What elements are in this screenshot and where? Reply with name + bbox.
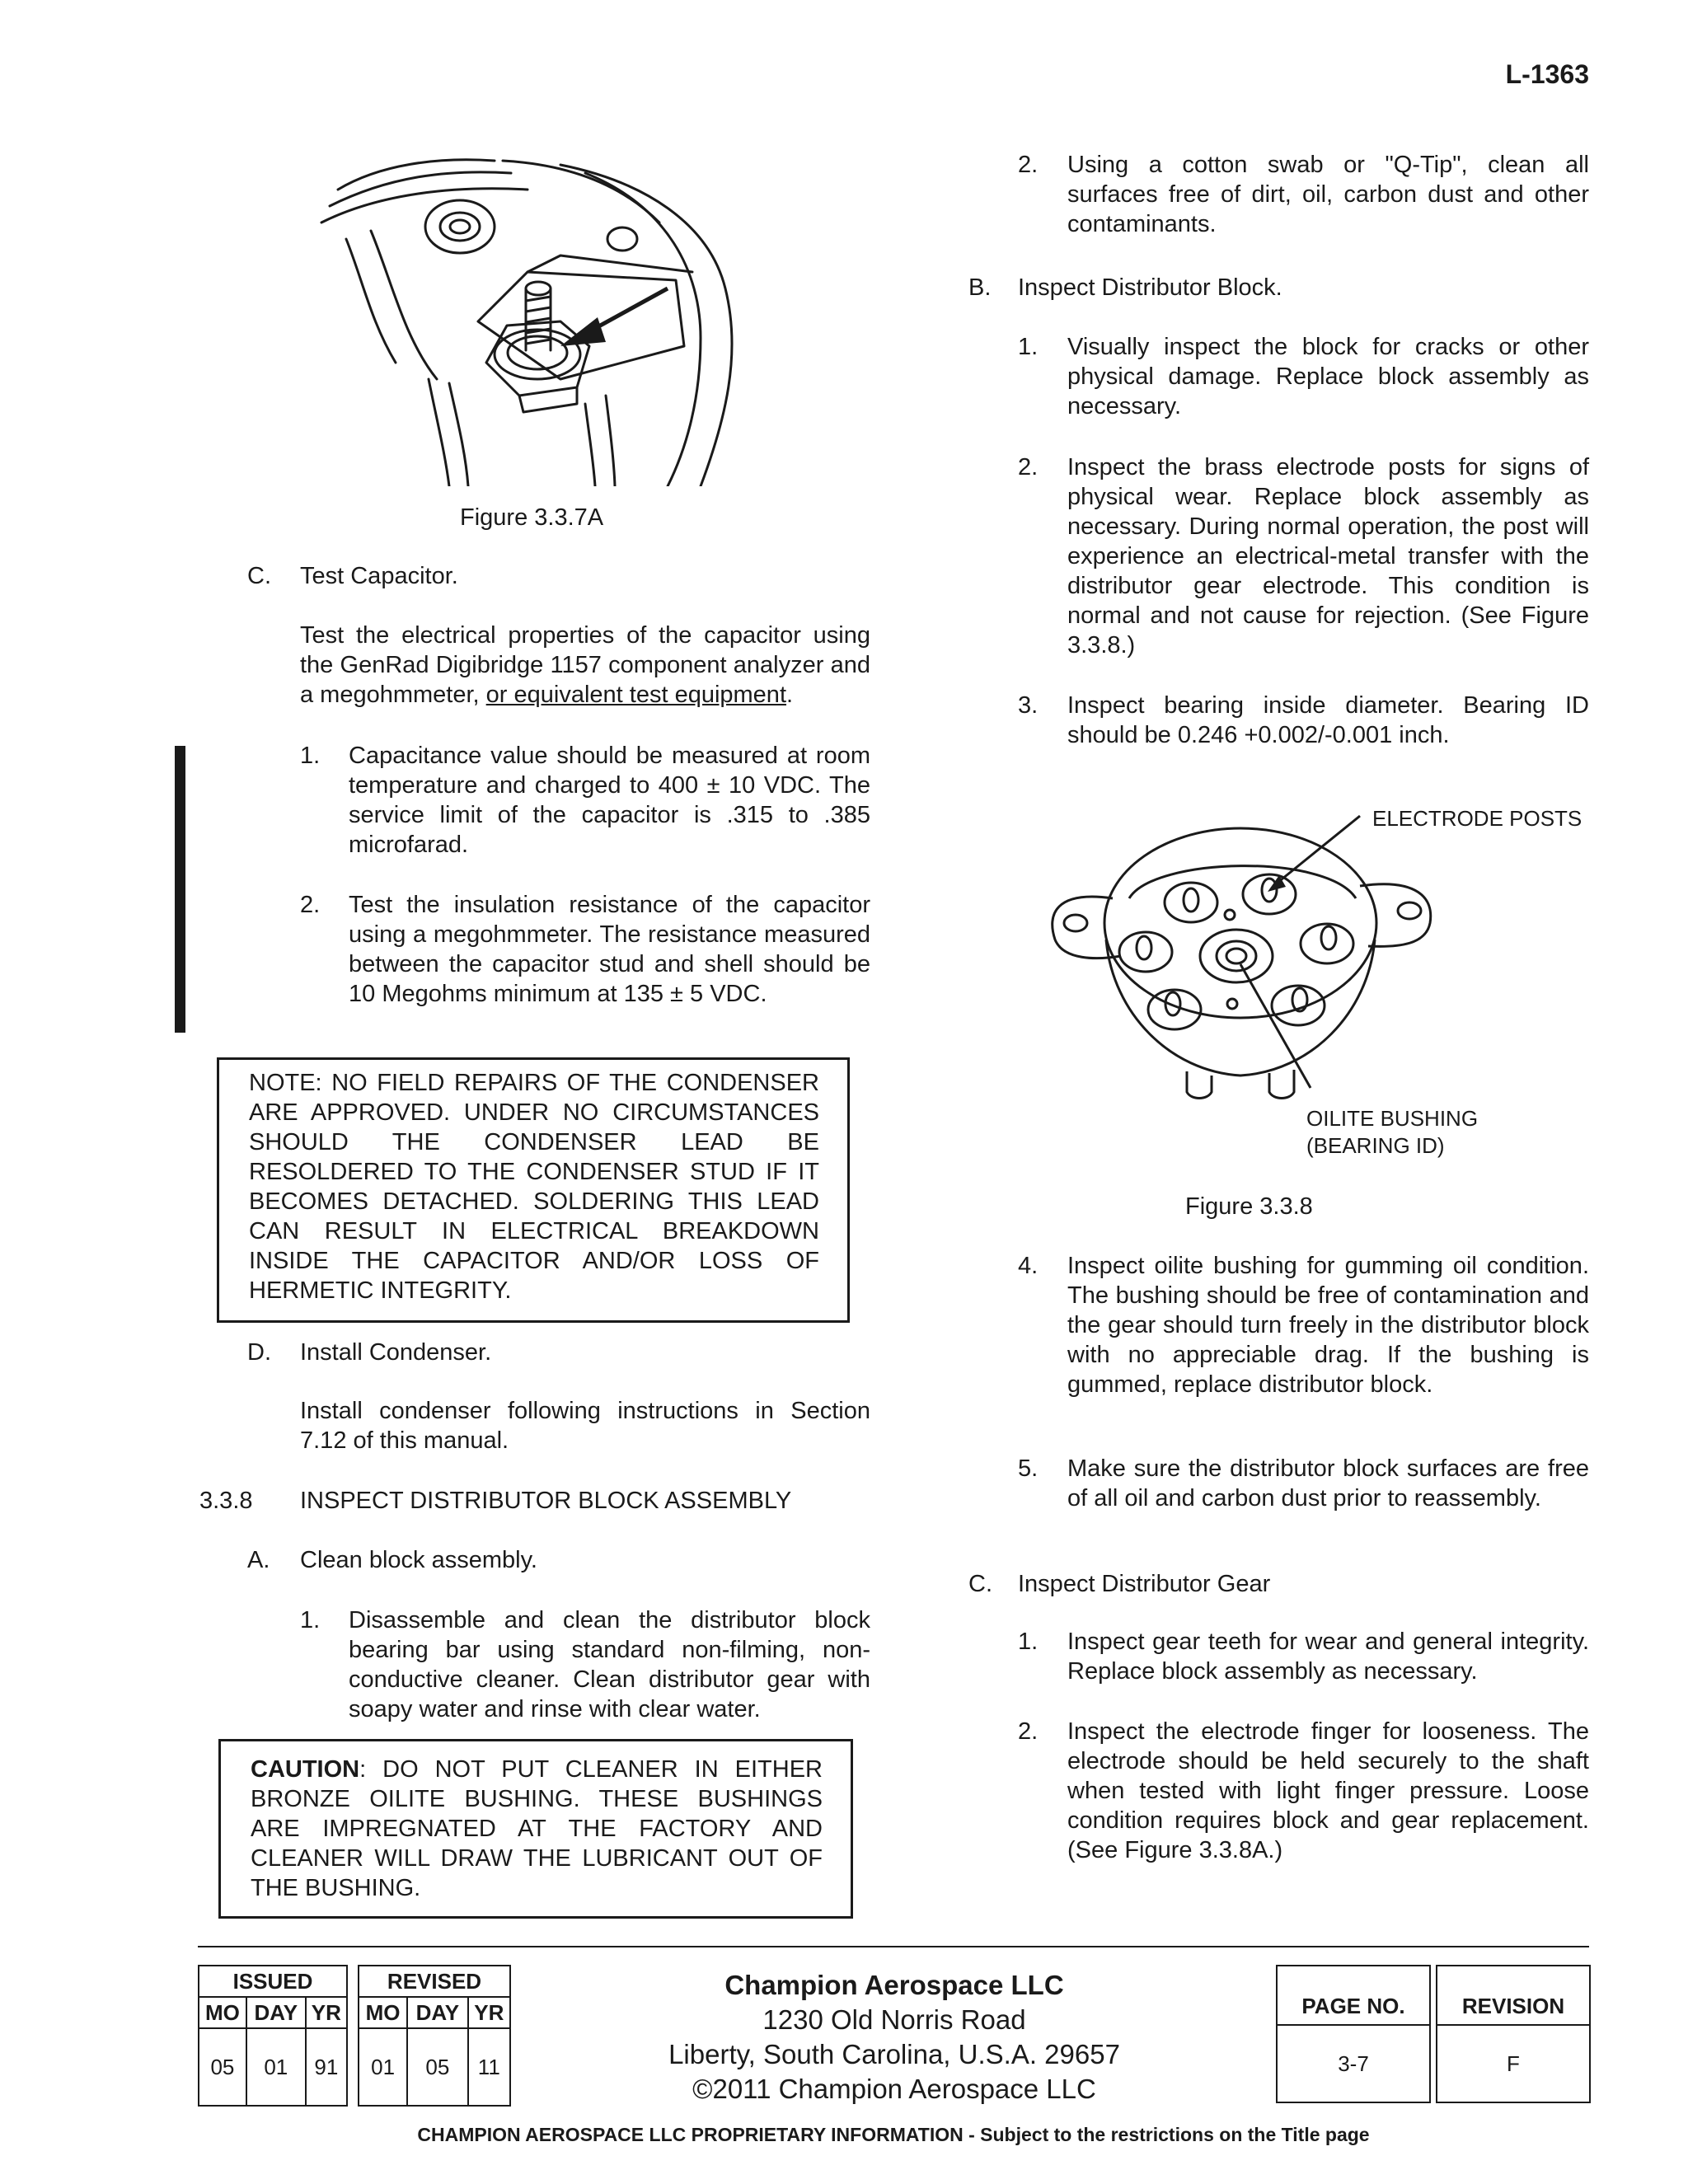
revision-letter: F bbox=[1437, 2025, 1590, 2102]
revision-header: REVISION bbox=[1437, 1966, 1590, 2025]
section-b-title: Inspect Distributor Block. bbox=[1018, 274, 1282, 301]
section-d-title: Install Condenser. bbox=[300, 1339, 492, 1366]
document-number: L-1363 bbox=[1505, 59, 1589, 89]
equivalent-equipment-text: or equivalent test equipment bbox=[485, 682, 786, 708]
revised-day: 05 bbox=[407, 2028, 467, 2106]
list-item-number: 5. bbox=[1018, 1455, 1039, 1482]
company-name: Champion Aerospace LLC bbox=[724, 1970, 1064, 2000]
figure-3-3-7a-caption: Figure 3.3.7A bbox=[460, 504, 604, 531]
list-item-number: 2. bbox=[1018, 1718, 1039, 1745]
list-item-text: Inspect bearing inside diameter. Bearing ID should be 0.246 +0.002/-0.001 inch. bbox=[1067, 692, 1589, 748]
revised-day-header: DAY bbox=[407, 1997, 467, 2028]
list-item-number: 4. bbox=[1018, 1253, 1039, 1279]
figure-3-3-8-drawing bbox=[1039, 808, 1599, 1154]
caution-label: CAUTION bbox=[251, 1756, 360, 1783]
issued-mo-header: MO bbox=[199, 1997, 246, 2028]
figure-3-3-8-caption: Figure 3.3.8 bbox=[1185, 1193, 1313, 1220]
revised-yr-header: YR bbox=[468, 1997, 510, 2028]
issued-day: 01 bbox=[246, 2028, 306, 2106]
note-text: NOTE: NO FIELD REPAIRS OF THE CONDENSER ARE APPROVED. UNDER NO CIRCUMSTANCES SHOULD THE CONDENSER LEAD BE RESOLDERED TO THE CONDENSER STUD IF IT BECOMES DETACHED. SOLDERING THIS LEAD CAN RESULT IN ELECTRICAL BREAKDOWN INSIDE THE CAPACITOR AND/OR LOSS OF HERMETIC INTEGRITY. bbox=[249, 1070, 819, 1304]
list-item-text: Visually inspect the block for cracks or other physical damage. Replace block assembly as necessary. bbox=[1067, 334, 1589, 419]
list-item-number: 2. bbox=[300, 892, 321, 918]
revised-mo: 01 bbox=[359, 2028, 407, 2106]
section-d-paragraph: Install condenser following instructions in Section 7.12 of this manual. bbox=[300, 1398, 870, 1454]
section-c-title: Test Capacitor. bbox=[300, 563, 458, 589]
issued-mo: 05 bbox=[199, 2028, 246, 2106]
company-address-2: Liberty, South Carolina, U.S.A. 29657 bbox=[668, 2039, 1120, 2069]
list-item-text: Test the insulation resistance of the capacitor using a megohmmeter. The resistance measured between the capacitor stud and shell should be 10 Megohms minimum at 135 ± 5 VDC. bbox=[349, 892, 870, 1007]
list-item-text: Disassemble and clean the distributor block bearing bar using standard non-filming, non-conductive cleaner. Clean distributor gear with soapy water and rinse with clear water. bbox=[349, 1607, 870, 1722]
section-a-label: A. bbox=[247, 1547, 270, 1573]
list-item-text: Inspect oilite bushing for gumming oil condition. The bushing should be free of contamination and the gear should turn freely in the distributor block with no appreciable drag. If the bushing is gummed, replace distributor block. bbox=[1067, 1253, 1589, 1398]
section-a-title: Clean block assembly. bbox=[300, 1547, 537, 1573]
section-c-gear-title: Inspect Distributor Gear bbox=[1018, 1571, 1271, 1597]
revision-change-bar bbox=[175, 746, 185, 1033]
revised-mo-header: MO bbox=[359, 1997, 407, 2028]
issued-day-header: DAY bbox=[246, 1997, 306, 2028]
note-box bbox=[217, 1057, 850, 1323]
list-item-text: Inspect the electrode finger for looseness. The electrode should be held securely to the shaft when tested with light finger pressure. Loose condition requires block and gear replacement. (See Figure 3.3.8A.) bbox=[1067, 1718, 1589, 1863]
list-item-number: 1. bbox=[300, 743, 321, 769]
section-c-paragraph bbox=[300, 621, 870, 710]
list-item-number: 1. bbox=[300, 1607, 321, 1633]
electrode-posts-label: ELECTRODE POSTS bbox=[1372, 806, 1582, 831]
list-item-text: Capacitance value should be measured at room temperature and charged to 400 ± 10 VDC. The service limit of the capacitor is .315 to .385 microfarad. bbox=[349, 743, 870, 858]
list-item-text: Inspect the brass electrode posts for signs of physical wear. Replace block assembly as necessary. During normal operation, the post will experience an electrical-metal transfer with the distributor gear electrode. This condition is normal and not cause for rejection. (See Figure 3.3.8.) bbox=[1067, 454, 1589, 658]
section-c-label: C. bbox=[247, 563, 271, 589]
company-block bbox=[560, 1968, 1228, 2107]
page-number: 3-7 bbox=[1277, 2025, 1430, 2102]
figure-3-3-7a-drawing bbox=[313, 157, 775, 486]
issued-yr: 91 bbox=[306, 2028, 347, 2106]
revised-table bbox=[358, 1965, 511, 2107]
list-item-number: 2. bbox=[1018, 454, 1039, 480]
company-address-1: 1230 Old Norris Road bbox=[762, 2004, 1026, 2035]
issued-yr-header: YR bbox=[306, 1997, 347, 2028]
section-b-label: B. bbox=[968, 274, 992, 301]
list-item-number: 2. bbox=[1018, 152, 1039, 178]
section-c-gear-label: C. bbox=[968, 1571, 992, 1597]
revised-yr: 11 bbox=[468, 2028, 510, 2106]
issued-table bbox=[198, 1965, 348, 2107]
page-no-header: PAGE NO. bbox=[1277, 1966, 1430, 2025]
section-number: 3.3.8 bbox=[199, 1488, 253, 1514]
caution-text: : DO NOT PUT CLEANER IN EITHER BRONZE OILITE BUSHING. THESE BUSHINGS ARE IMPREGNATED AT THE FACTORY AND CLEANER WILL DRAW THE LUBRICANT OUT OF THE BUSHING. bbox=[251, 1756, 823, 1901]
issued-header: ISSUED bbox=[199, 1966, 347, 1997]
caution-box bbox=[218, 1739, 853, 1919]
footer-rule bbox=[198, 1946, 1589, 1947]
section-d-label: D. bbox=[247, 1339, 271, 1366]
oilite-bushing-label: OILITE BUSHING bbox=[1306, 1106, 1479, 1131]
bearing-id-label: (BEARING ID) bbox=[1306, 1133, 1445, 1158]
list-item-text: Using a cotton swab or "Q-Tip", clean all surfaces free of dirt, oil, carbon dust and other contaminants. bbox=[1067, 152, 1589, 237]
revised-header: REVISED bbox=[359, 1966, 510, 1997]
section-heading: INSPECT DISTRIBUTOR BLOCK ASSEMBLY bbox=[300, 1488, 792, 1514]
list-item-number: 1. bbox=[1018, 334, 1039, 360]
list-item-text: Make sure the distributor block surfaces are free of all oil and carbon dust prior to reassembly. bbox=[1067, 1455, 1589, 1511]
section-c-paragraph-end: . bbox=[786, 682, 794, 708]
list-item-number: 3. bbox=[1018, 692, 1039, 719]
company-copyright: ©2011 Champion Aerospace LLC bbox=[692, 2074, 1096, 2104]
page-number-table bbox=[1276, 1965, 1431, 2103]
revision-table bbox=[1436, 1965, 1591, 2103]
proprietary-notice: CHAMPION AEROSPACE LLC PROPRIETARY INFORMATION - Subject to the restrictions on the Title page bbox=[417, 2124, 1370, 2145]
list-item-number: 1. bbox=[1018, 1629, 1039, 1655]
list-item-text: Inspect gear teeth for wear and general integrity. Replace block assembly as necessary. bbox=[1067, 1629, 1589, 1685]
section-c-paragraph-text: Test the electrical properties of the capacitor using the GenRad Digibridge 1157 component analyzer and a megohmmeter, bbox=[300, 622, 870, 708]
